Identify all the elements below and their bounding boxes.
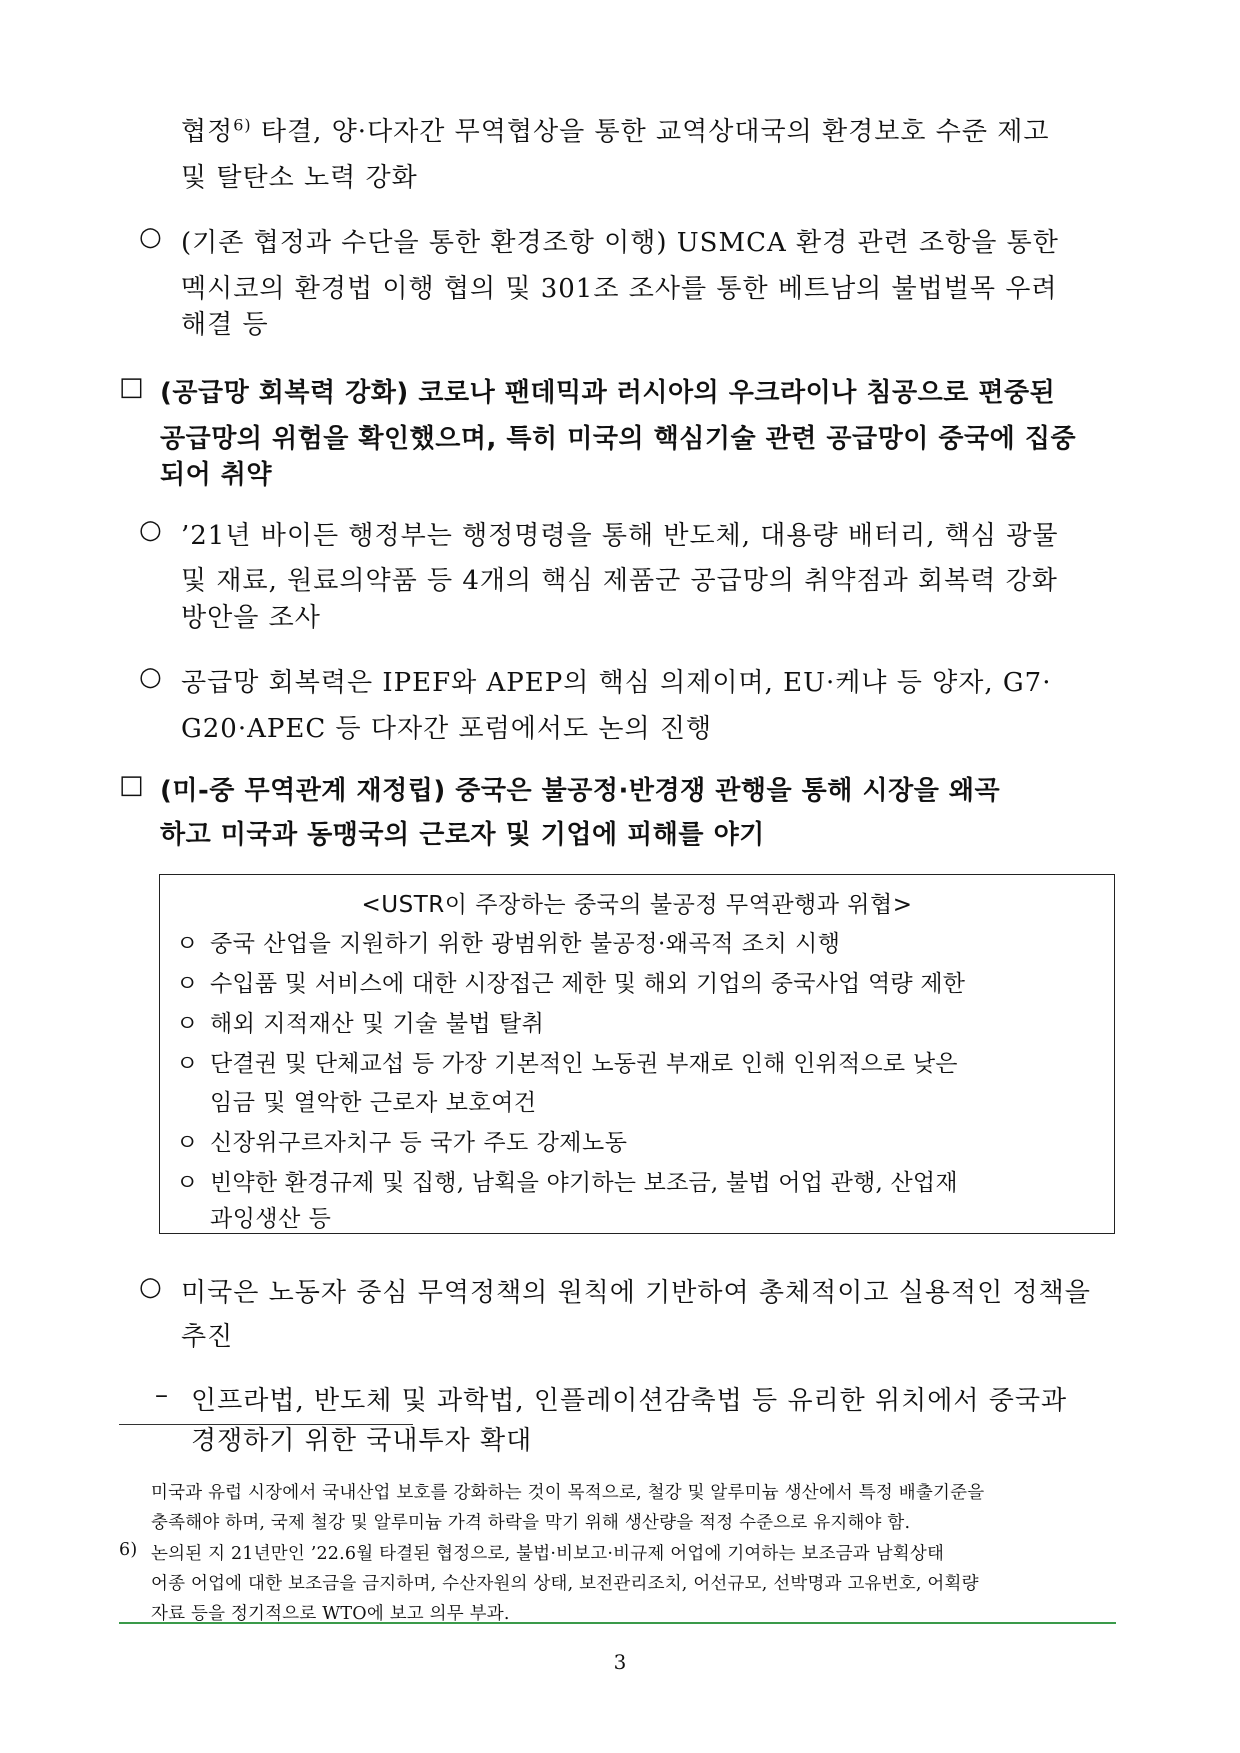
section-heading-line: (미-중 무역관계 재정립) 중국은 불공정·반경쟁 관행을 통해 시장을 왜곡 [160,776,1001,806]
page-number: 3 [613,1650,627,1674]
box-title: <USTR이 주장하는 중국의 불공정 무역관행과 위협> [361,892,913,918]
list-marker-icon: ㅇ [176,1011,199,1037]
circle-bullet-icon: ○ [139,222,162,252]
footnote-line: 미국과 유럽 시장에서 국내산업 보호를 강화하는 것이 목적으로, 철강 및 알루미늄 생산에서 특정 배출기준을 [151,1483,985,1503]
footnote-separator [119,1424,413,1425]
footnote-number: 6) [119,1540,138,1560]
list-marker-icon: ㅇ [176,1170,199,1196]
list-marker-icon: ㅇ [176,1051,199,1077]
list-item: 중국 산업을 지원하기 위한 광범위한 불공정·왜곡적 조치 시행 [210,931,841,957]
paragraph-line: 인프라법, 반도체 및 과학법, 인플레이션감축법 등 유리한 위치에서 중국과 [191,1386,1068,1416]
circle-bullet-icon: ○ [139,1272,162,1302]
section-heading-line: 되어 취약 [160,460,273,490]
paragraph-line: 미국은 노동자 중심 무역정책의 원칙에 기반하여 총체적이고 실용적인 정책을 [181,1278,1091,1308]
footnote-line: 자료 등을 정기적으로 WTO에 보고 의무 부과. [151,1604,510,1624]
list-marker-icon: ㅇ [176,931,199,957]
paragraph-line: 방안을 조사 [181,603,321,633]
list-marker-icon: ㅇ [176,1130,199,1156]
paragraph-line: 경쟁하기 위한 국내투자 확대 [191,1426,533,1456]
list-item: 단결권 및 단체교섭 등 가장 기본적인 노동권 부재로 인해 인위적으로 낮은 [210,1051,958,1077]
paragraph-line: G20·APEC 등 다자간 포럼에서도 논의 진행 [181,714,713,744]
footnote-line: 어종 어업에 대한 보조금을 금지하며, 수산자원의 상태, 보전관리조치, 어선규모, 선박명과 고유번호, 어획량 [151,1574,979,1594]
paragraph-line: 해결 등 [181,310,269,340]
footer-rule [119,1622,1116,1624]
footnote-line: 논의된 지 21년만인 ’22.6월 타결된 협정으로, 불법·비보고·비규제 어업에 기여하는 보조금과 남획상태 [151,1544,945,1564]
section-checkbox-icon: □ [119,372,145,402]
circle-bullet-icon: ○ [139,515,162,545]
paragraph-line: ’21년 바이든 행정부는 행정명령을 통해 반도체, 대용량 배터리, 핵심 광물 [181,521,1059,551]
paragraph-line: 멕시코의 환경법 이행 협의 및 301조 조사를 통한 베트남의 불법벌목 우려 [181,274,1058,304]
paragraph-line: (기존 협정과 수단을 통한 환경조항 이행) USMCA 환경 관련 조항을 통한 [181,228,1059,258]
list-item-continuation: 과잉생산 등 [210,1206,332,1232]
paragraph-line: 및 탈탄소 노력 강화 [181,163,418,193]
paragraph-line: 협정$^{6)}$ 타결, 양·다자간 무역협상을 통한 교역상대국의 환경보호 수준 제고 [181,115,1050,147]
dash-bullet-icon: – [155,1380,168,1410]
paragraph-line: 공급망 회복력은 IPEF와 APEP의 핵심 의제이며, EU·케냐 등 양자, G7· [181,668,1052,698]
footnote-line: 충족해야 하며, 국제 철강 및 알루미늄 가격 하락을 막기 위해 생산량을 적정 수준으로 유지해야 함. [151,1513,911,1533]
list-item: 수입품 및 서비스에 대한 시장접근 제한 및 해외 기업의 중국사업 역량 제한 [210,971,966,997]
section-heading-line: 하고 미국과 동맹국의 근로자 및 기업에 피해를 야기 [160,820,765,850]
paragraph-line: 및 재료, 원료의약품 등 4개의 핵심 제품군 공급망의 취약점과 회복력 강화 [181,566,1058,596]
list-item: 신장위구르자치구 등 국가 주도 강제노동 [210,1130,628,1156]
paragraph-line: 추진 [181,1322,234,1352]
list-item: 해외 지적재산 및 기술 불법 탈취 [210,1011,545,1037]
list-item-continuation: 임금 및 열악한 근로자 보호여건 [210,1090,537,1116]
list-marker-icon: ㅇ [176,971,199,997]
footnote-reference[interactable]: 6) [233,115,252,135]
section-heading-line: (공급망 회복력 강화) 코로나 팬데믹과 러시아의 우크라이나 침공으로 편중된 [160,378,1056,408]
circle-bullet-icon: ○ [139,662,162,692]
section-heading-line: 공급망의 위험을 확인했으며, 특히 미국의 핵심기술 관련 공급망이 중국에 집중 [160,424,1077,454]
section-checkbox-icon: □ [119,770,145,800]
list-item: 빈약한 환경규제 및 집행, 남획을 야기하는 보조금, 불법 어업 관행, 산업재 [210,1170,958,1196]
